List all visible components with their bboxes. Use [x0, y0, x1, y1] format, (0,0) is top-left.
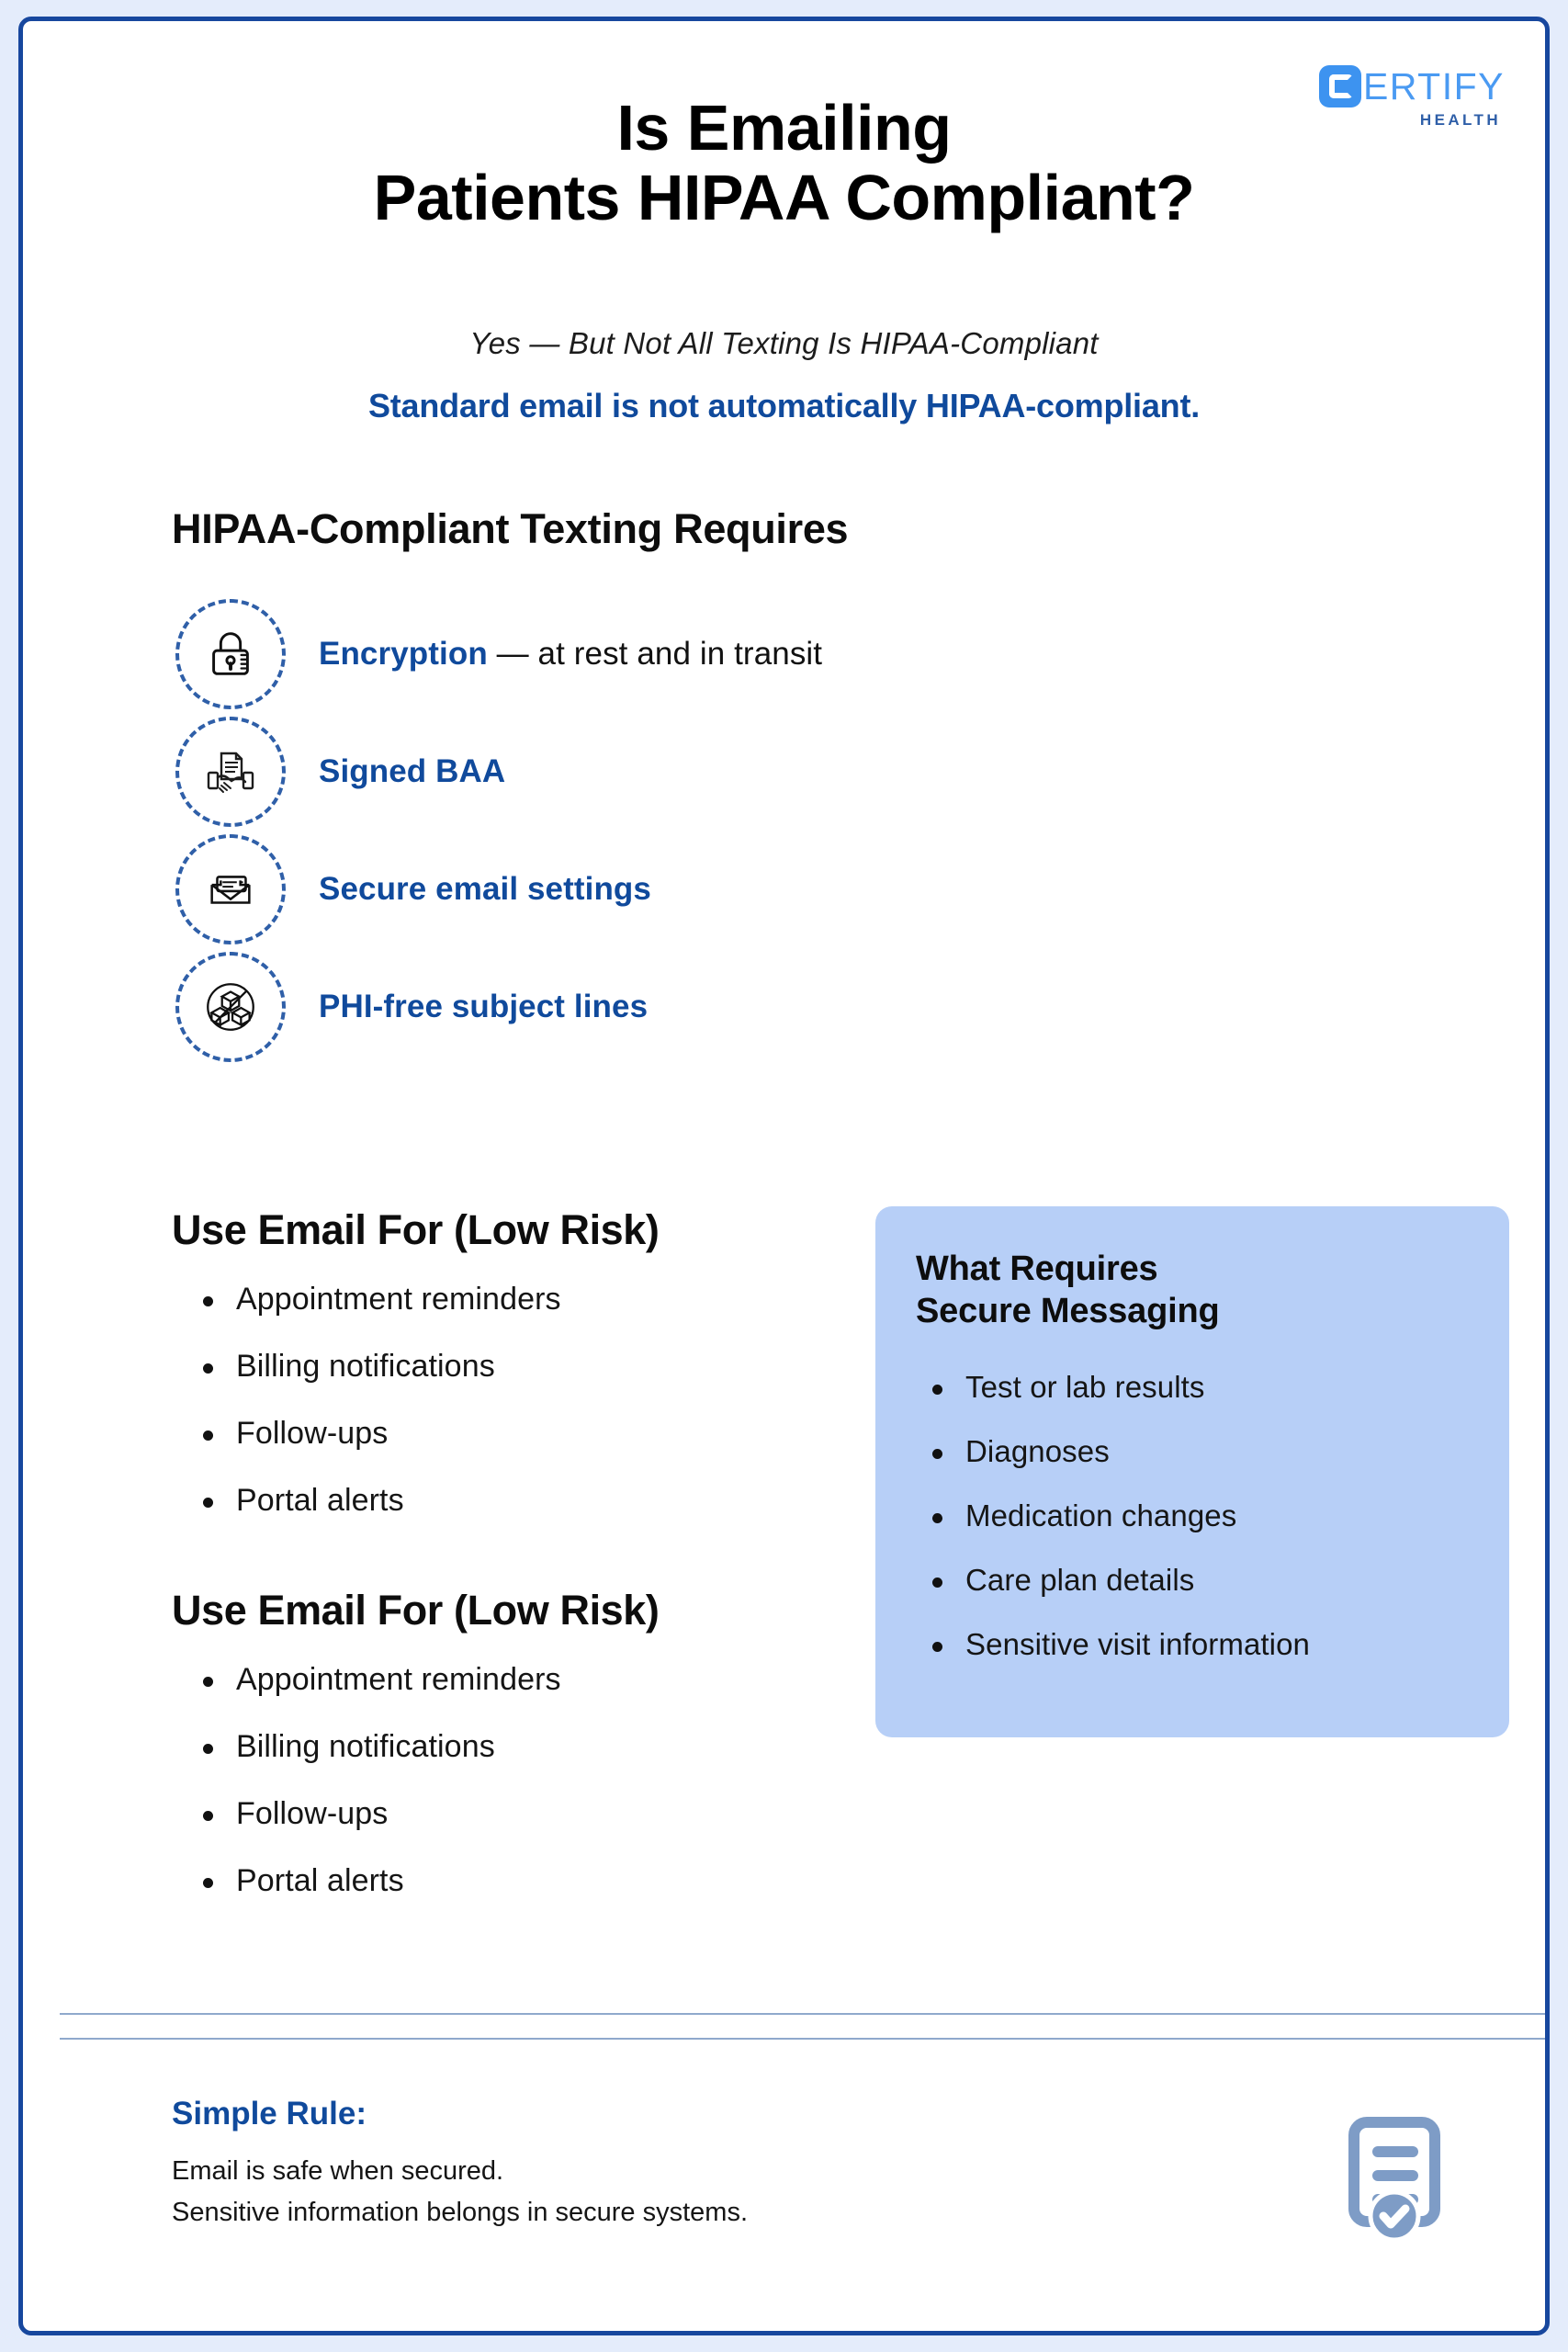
document-verified-icon	[1336, 2111, 1453, 2245]
section-spacer	[172, 1550, 833, 1587]
low-risk-list-2	[172, 1662, 833, 1899]
secure-panel-heading-line-1: What Requires	[916, 1250, 1158, 1288]
secure-panel-list	[916, 1370, 1469, 1662]
secure-panel-heading	[916, 1248, 1469, 1333]
list-item: Medication changes	[929, 1498, 1469, 1533]
logo-subtext: HEALTH	[1419, 111, 1501, 129]
no-phi-blocks-icon	[172, 948, 289, 1066]
list-item: Diagnoses	[929, 1434, 1469, 1469]
list-item: Sensitive visit information	[929, 1627, 1469, 1662]
list-item: Billing notifications	[199, 1729, 833, 1765]
requirement-label: Secure email settings	[319, 871, 651, 907]
requirement-item	[172, 595, 1366, 713]
list-item: Portal alerts	[199, 1483, 833, 1519]
requirement-text	[319, 871, 651, 908]
footer-heading: Simple Rule:	[172, 2096, 367, 2132]
low-risk-heading-1: Use Email For (Low Risk)	[172, 1206, 660, 1253]
low-risk-heading-2: Use Email For (Low Risk)	[172, 1587, 660, 1634]
list-item: Follow-ups	[199, 1796, 833, 1832]
requirement-text	[319, 989, 648, 1025]
requirement-text	[319, 753, 505, 790]
page-title	[23, 93, 1545, 233]
envelope-icon	[172, 831, 289, 948]
list-item: Appointment reminders	[199, 1662, 833, 1698]
requirement-label: Signed BAA	[319, 753, 506, 789]
list-item: Portal alerts	[199, 1863, 833, 1899]
requirements-heading: HIPAA-Compliant Texting Requires	[172, 505, 849, 552]
requirement-label: Encryption	[319, 636, 488, 672]
requirement-text	[319, 636, 822, 673]
infographic-poster	[18, 17, 1550, 2335]
footer-divider-bottom	[60, 2038, 1545, 2040]
requirement-label: PHI-free subject lines	[319, 989, 649, 1024]
footer-line-1: Email is safe when secured.	[172, 2156, 504, 2186]
title-line-1: Is Emailing	[616, 92, 952, 164]
requirements-list	[172, 595, 1366, 1066]
handshake-document-icon	[172, 713, 289, 831]
list-item: Care plan details	[929, 1563, 1469, 1598]
requirement-detail: — at rest and in transit	[487, 636, 823, 672]
requirement-item	[172, 831, 1366, 948]
page-lede: Standard email is not automatically HIPAA-compliant.	[367, 387, 1201, 424]
footer-divider-top	[60, 2013, 1545, 2015]
footer-line-2: Sensitive information belongs in secure systems.	[172, 2197, 749, 2227]
list-item: Appointment reminders	[199, 1282, 833, 1317]
secure-messaging-panel	[875, 1206, 1509, 1737]
list-item: Follow-ups	[199, 1416, 833, 1452]
title-line-2: Patients HIPAA Compliant?	[373, 162, 1195, 234]
secure-panel-heading-line-2: Secure Messaging	[916, 1292, 1220, 1331]
list-item: Billing notifications	[199, 1349, 833, 1385]
requirement-item	[172, 948, 1366, 1066]
low-risk-list-1	[172, 1282, 833, 1519]
padlock-icon	[172, 595, 289, 713]
footer-text	[172, 2151, 748, 2233]
list-item: Test or lab results	[929, 1370, 1469, 1405]
logo-wordmark: ERTIFY	[1362, 64, 1505, 107]
page-subtitle: Yes — But Not All Texting Is HIPAA-Compliant	[469, 326, 1099, 360]
requirement-item	[172, 713, 1366, 831]
low-risk-columns	[172, 1206, 833, 1930]
